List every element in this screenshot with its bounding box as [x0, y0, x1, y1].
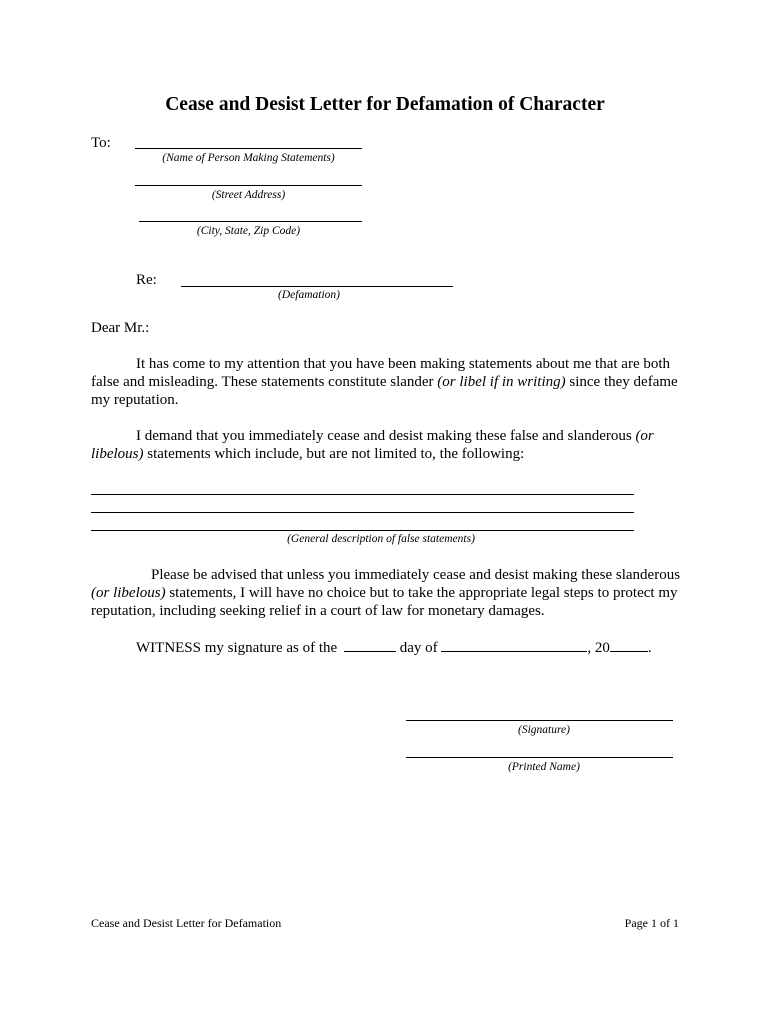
paragraph-demand [91, 427, 691, 463]
statement-line-2[interactable] [91, 512, 634, 513]
signature-caption: (Signature) [518, 724, 570, 736]
witness-year-prefix: , 20 [587, 640, 610, 656]
witness-month-blank[interactable] [441, 637, 587, 652]
paragraph-demand-italic: (or libelous) [91, 428, 654, 462]
witness-suffix: . [647, 640, 652, 656]
re-caption: (Defamation) [278, 289, 340, 301]
paragraph-demand-text-2: statements which include, but are not limited to, the following: [143, 446, 525, 462]
recipient-name-line[interactable] [135, 148, 362, 149]
recipient-street-line[interactable] [135, 185, 362, 186]
recipient-city-caption: (City, State, Zip Code) [196, 225, 301, 237]
witness-line [136, 637, 652, 657]
salutation: Dear Mr.: [91, 320, 150, 336]
footer-page-number: Page 1 of 1 [624, 916, 679, 930]
statement-line-1[interactable] [91, 494, 634, 495]
paragraph-attention-text-2: since they defame my reputation. [91, 374, 678, 408]
to-label: To: [91, 135, 111, 151]
paragraph-demand-text-1: I demand that you immediately cease and desist making these false and slanderous [136, 428, 636, 444]
printed-name-line[interactable] [406, 757, 673, 758]
witness-year-blank[interactable] [610, 637, 648, 652]
statement-line-3[interactable] [91, 530, 634, 531]
paragraph-advised-text-1: Please be advised that unless you immediately cease and desist making these slanderous [151, 567, 681, 583]
recipient-name-caption: (Name of Person Making Statements) [162, 152, 335, 164]
witness-day-blank[interactable] [344, 637, 396, 652]
paragraph-advised [91, 566, 691, 620]
witness-prefix: WITNESS my signature as of the [136, 640, 338, 656]
recipient-street-caption: (Street Address) [211, 189, 286, 201]
recipient-city-line[interactable] [139, 221, 362, 222]
re-label: Re: [136, 272, 157, 288]
paragraph-advised-italic: (or libelous) [91, 585, 166, 601]
paragraph-advised-text-2: statements, I will have no choice but to take the appropriate legal steps to protect my reputation, including seeking relief in a court of law for monetary damages. [91, 585, 678, 619]
footer-title: Cease and Desist Letter for Defamation [91, 916, 282, 930]
witness-day-word: day of [399, 640, 438, 656]
statements-caption: (General description of false statements) [287, 533, 475, 545]
signature-line[interactable] [406, 720, 673, 721]
paragraph-attention-italic: (or libel if in writing) [437, 374, 566, 390]
paragraph-attention [91, 355, 691, 409]
paragraph-attention-text-1: It has come to my attention that you have been making statements about me that are both false and misleading. These statements constitute slander [91, 356, 671, 390]
printed-name-caption: (Printed Name) [508, 761, 580, 773]
re-subject-line[interactable] [181, 286, 453, 287]
document-title: Cease and Desist Letter for Defamation of Character [165, 94, 605, 115]
